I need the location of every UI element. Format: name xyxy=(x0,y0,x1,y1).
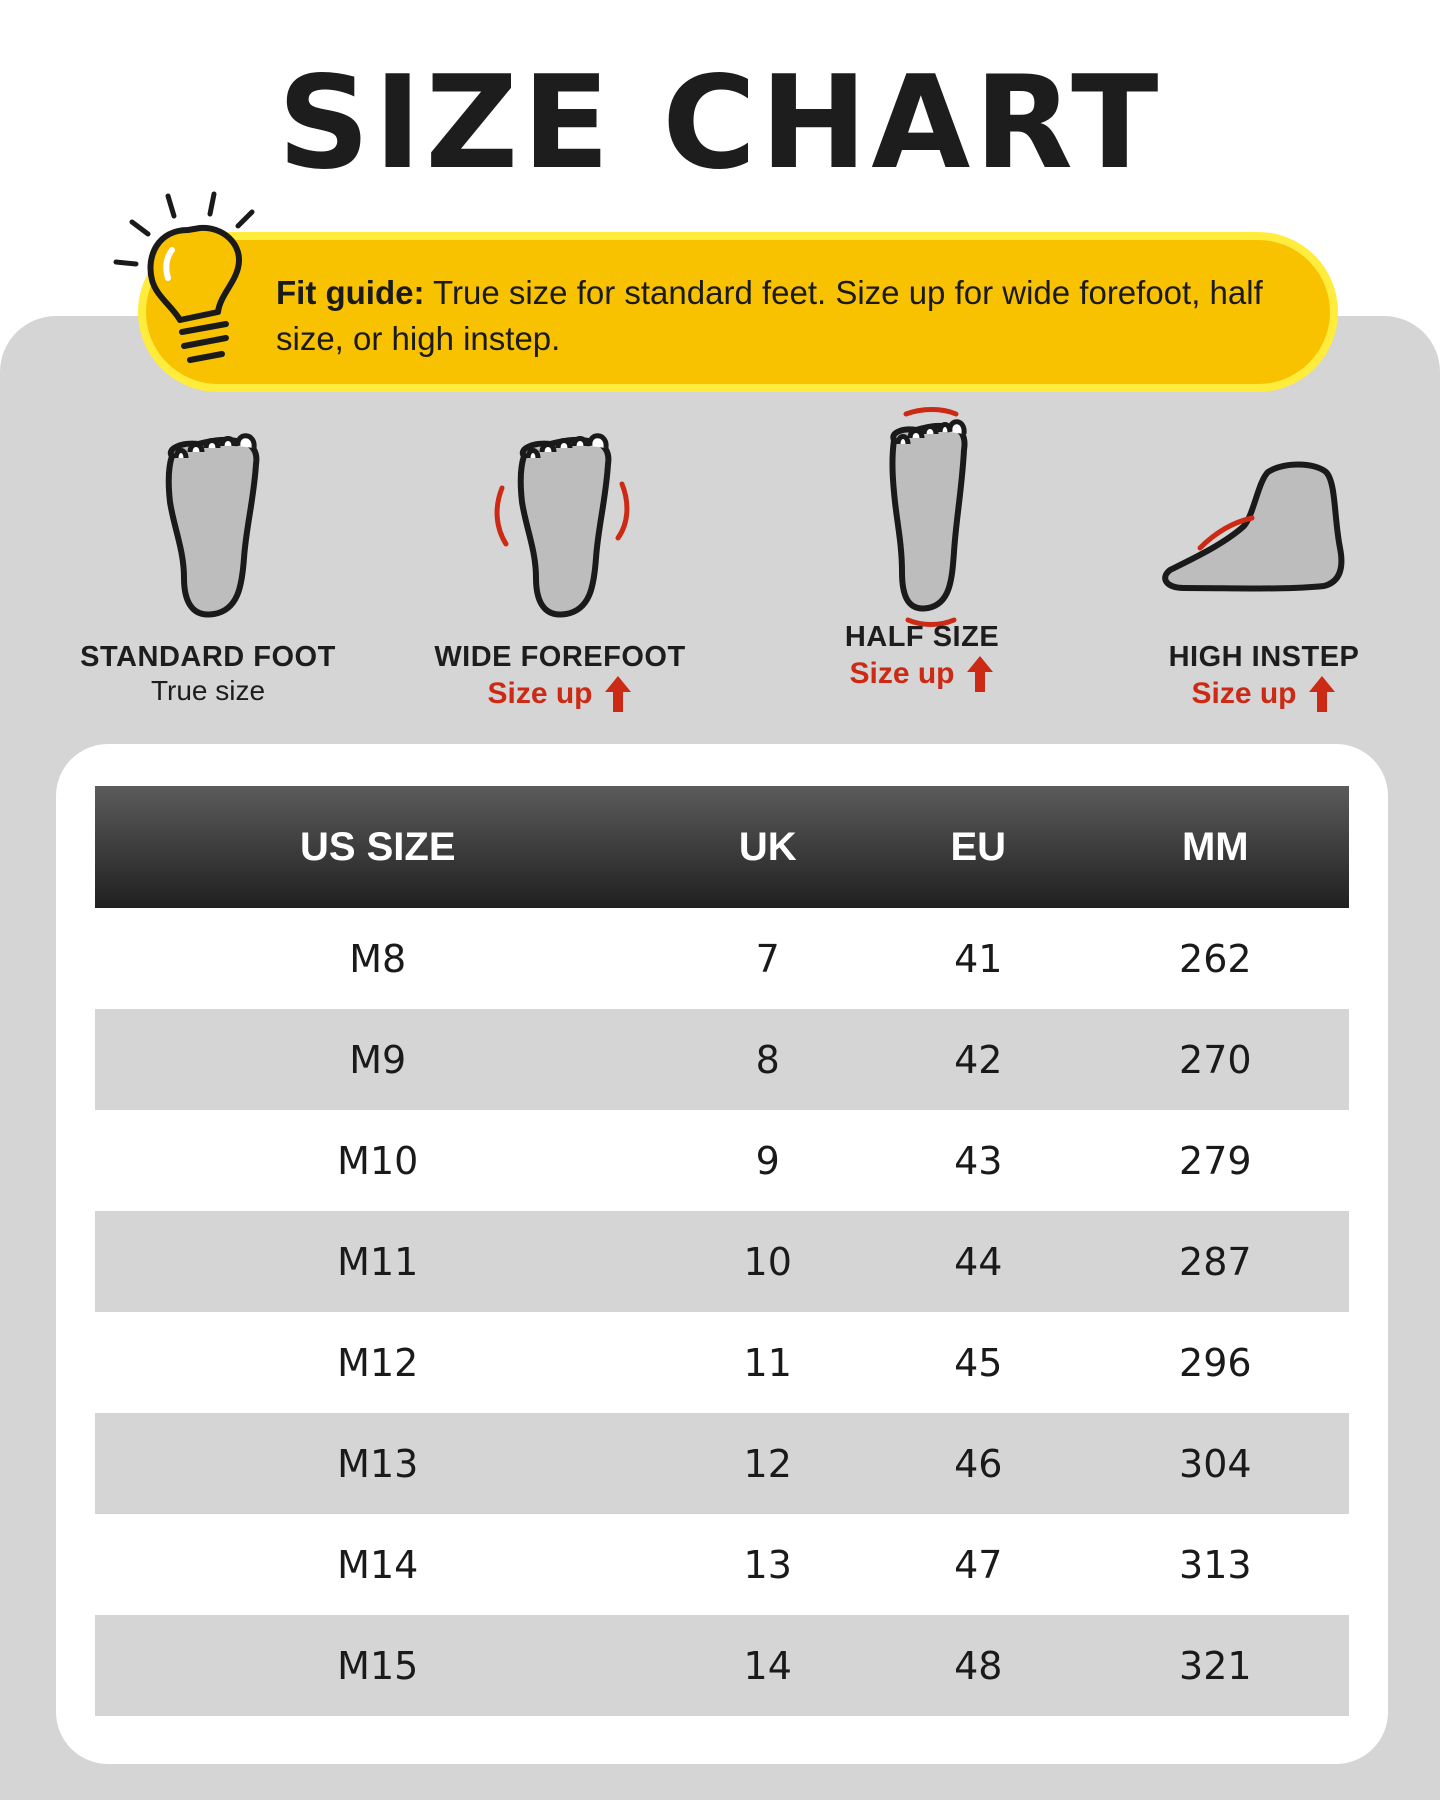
cell-us-size: M10 xyxy=(337,1138,419,1183)
cell-mm: 287 xyxy=(1082,1211,1349,1312)
table-row xyxy=(95,1615,1349,1716)
cell-us-size: M9 xyxy=(95,1009,660,1110)
table-row xyxy=(95,1312,1349,1413)
cell-mm: 304 xyxy=(1082,1413,1349,1514)
cell-uk: 14 xyxy=(660,1615,875,1716)
size-up-note xyxy=(487,674,632,714)
foot-type-standard xyxy=(48,418,368,708)
table-header-row xyxy=(95,786,1349,908)
cell-us-size: M14 xyxy=(337,1542,419,1587)
size-up-text: Size up xyxy=(1191,677,1297,710)
cell-uk: 8 xyxy=(660,1009,875,1110)
cell-eu: 44 xyxy=(875,1211,1082,1312)
cell-uk: 9 xyxy=(755,1138,780,1183)
arrow-up-icon xyxy=(603,674,633,714)
lightbulb-icon xyxy=(110,190,260,380)
foot-type-half xyxy=(762,418,1082,694)
cell-mm: 321 xyxy=(1082,1615,1349,1716)
page-title: SIZE CHART xyxy=(277,49,1163,198)
cell-mm: 296 xyxy=(1179,1340,1252,1385)
table-row xyxy=(95,1514,1349,1615)
size-table xyxy=(95,786,1349,1716)
fit-guide-body: True size for standard feet. Size up for wide forefoot, half size, or high instep. xyxy=(276,274,1263,357)
cell-eu: 48 xyxy=(875,1615,1082,1716)
cell-mm: 279 xyxy=(1179,1138,1252,1183)
column-header-eu: EU xyxy=(875,786,1082,908)
size-up-note xyxy=(849,654,994,694)
size-up-text: Size up xyxy=(849,657,955,690)
cell-eu: 47 xyxy=(954,1542,1003,1587)
table-row xyxy=(95,1413,1349,1514)
cell-eu: 41 xyxy=(954,936,1003,981)
table-row xyxy=(95,1009,1349,1110)
cell-mm: 313 xyxy=(1179,1542,1252,1587)
foot-type-label: STANDARD FOOT xyxy=(80,641,336,673)
arrow-up-icon xyxy=(1307,674,1337,714)
table-row xyxy=(95,908,1349,1009)
cell-uk: 7 xyxy=(755,936,780,981)
cell-uk: 11 xyxy=(743,1340,792,1385)
cell-uk: 13 xyxy=(743,1542,792,1587)
cell-mm: 270 xyxy=(1082,1009,1349,1110)
foot-type-label: HALF SIZE xyxy=(844,621,1000,653)
cell-uk: 10 xyxy=(660,1211,875,1312)
fit-guide-banner xyxy=(138,232,1338,392)
foot-type-wide xyxy=(400,418,720,714)
cell-us-size: M8 xyxy=(349,936,407,981)
foot-type-label: HIGH INSTEP xyxy=(1168,641,1360,673)
size-up-text: Size up xyxy=(487,677,593,710)
high-instep-foot-icon xyxy=(1154,418,1374,628)
arrow-up-icon xyxy=(965,654,995,694)
column-header-mm: MM xyxy=(1082,786,1349,908)
table-row xyxy=(95,1110,1349,1211)
column-header-us-size: US SIZE xyxy=(95,786,660,908)
cell-us-size: M15 xyxy=(95,1615,660,1716)
column-header-uk: UK xyxy=(660,786,875,908)
cell-eu: 46 xyxy=(875,1413,1082,1514)
cell-eu: 45 xyxy=(954,1340,1003,1385)
cell-eu: 43 xyxy=(954,1138,1003,1183)
standard-foot-icon xyxy=(128,418,288,628)
cell-us-size: M11 xyxy=(95,1211,660,1312)
cell-eu: 42 xyxy=(875,1009,1082,1110)
size-up-note xyxy=(1191,674,1336,714)
foot-type-label: WIDE FOREFOOT xyxy=(434,641,686,673)
half-size-foot-icon xyxy=(842,398,1002,628)
cell-us-size: M12 xyxy=(337,1340,419,1385)
table-row xyxy=(95,1211,1349,1312)
wide-forefoot-icon xyxy=(480,418,640,628)
cell-mm: 262 xyxy=(1179,936,1252,981)
fit-guide-label: Fit guide: xyxy=(276,274,425,311)
fit-guide-text xyxy=(276,270,1296,362)
foot-type-note: True size xyxy=(150,675,266,706)
foot-type-high-instep xyxy=(1104,418,1424,714)
cell-uk: 12 xyxy=(660,1413,875,1514)
cell-us-size: M13 xyxy=(95,1413,660,1514)
